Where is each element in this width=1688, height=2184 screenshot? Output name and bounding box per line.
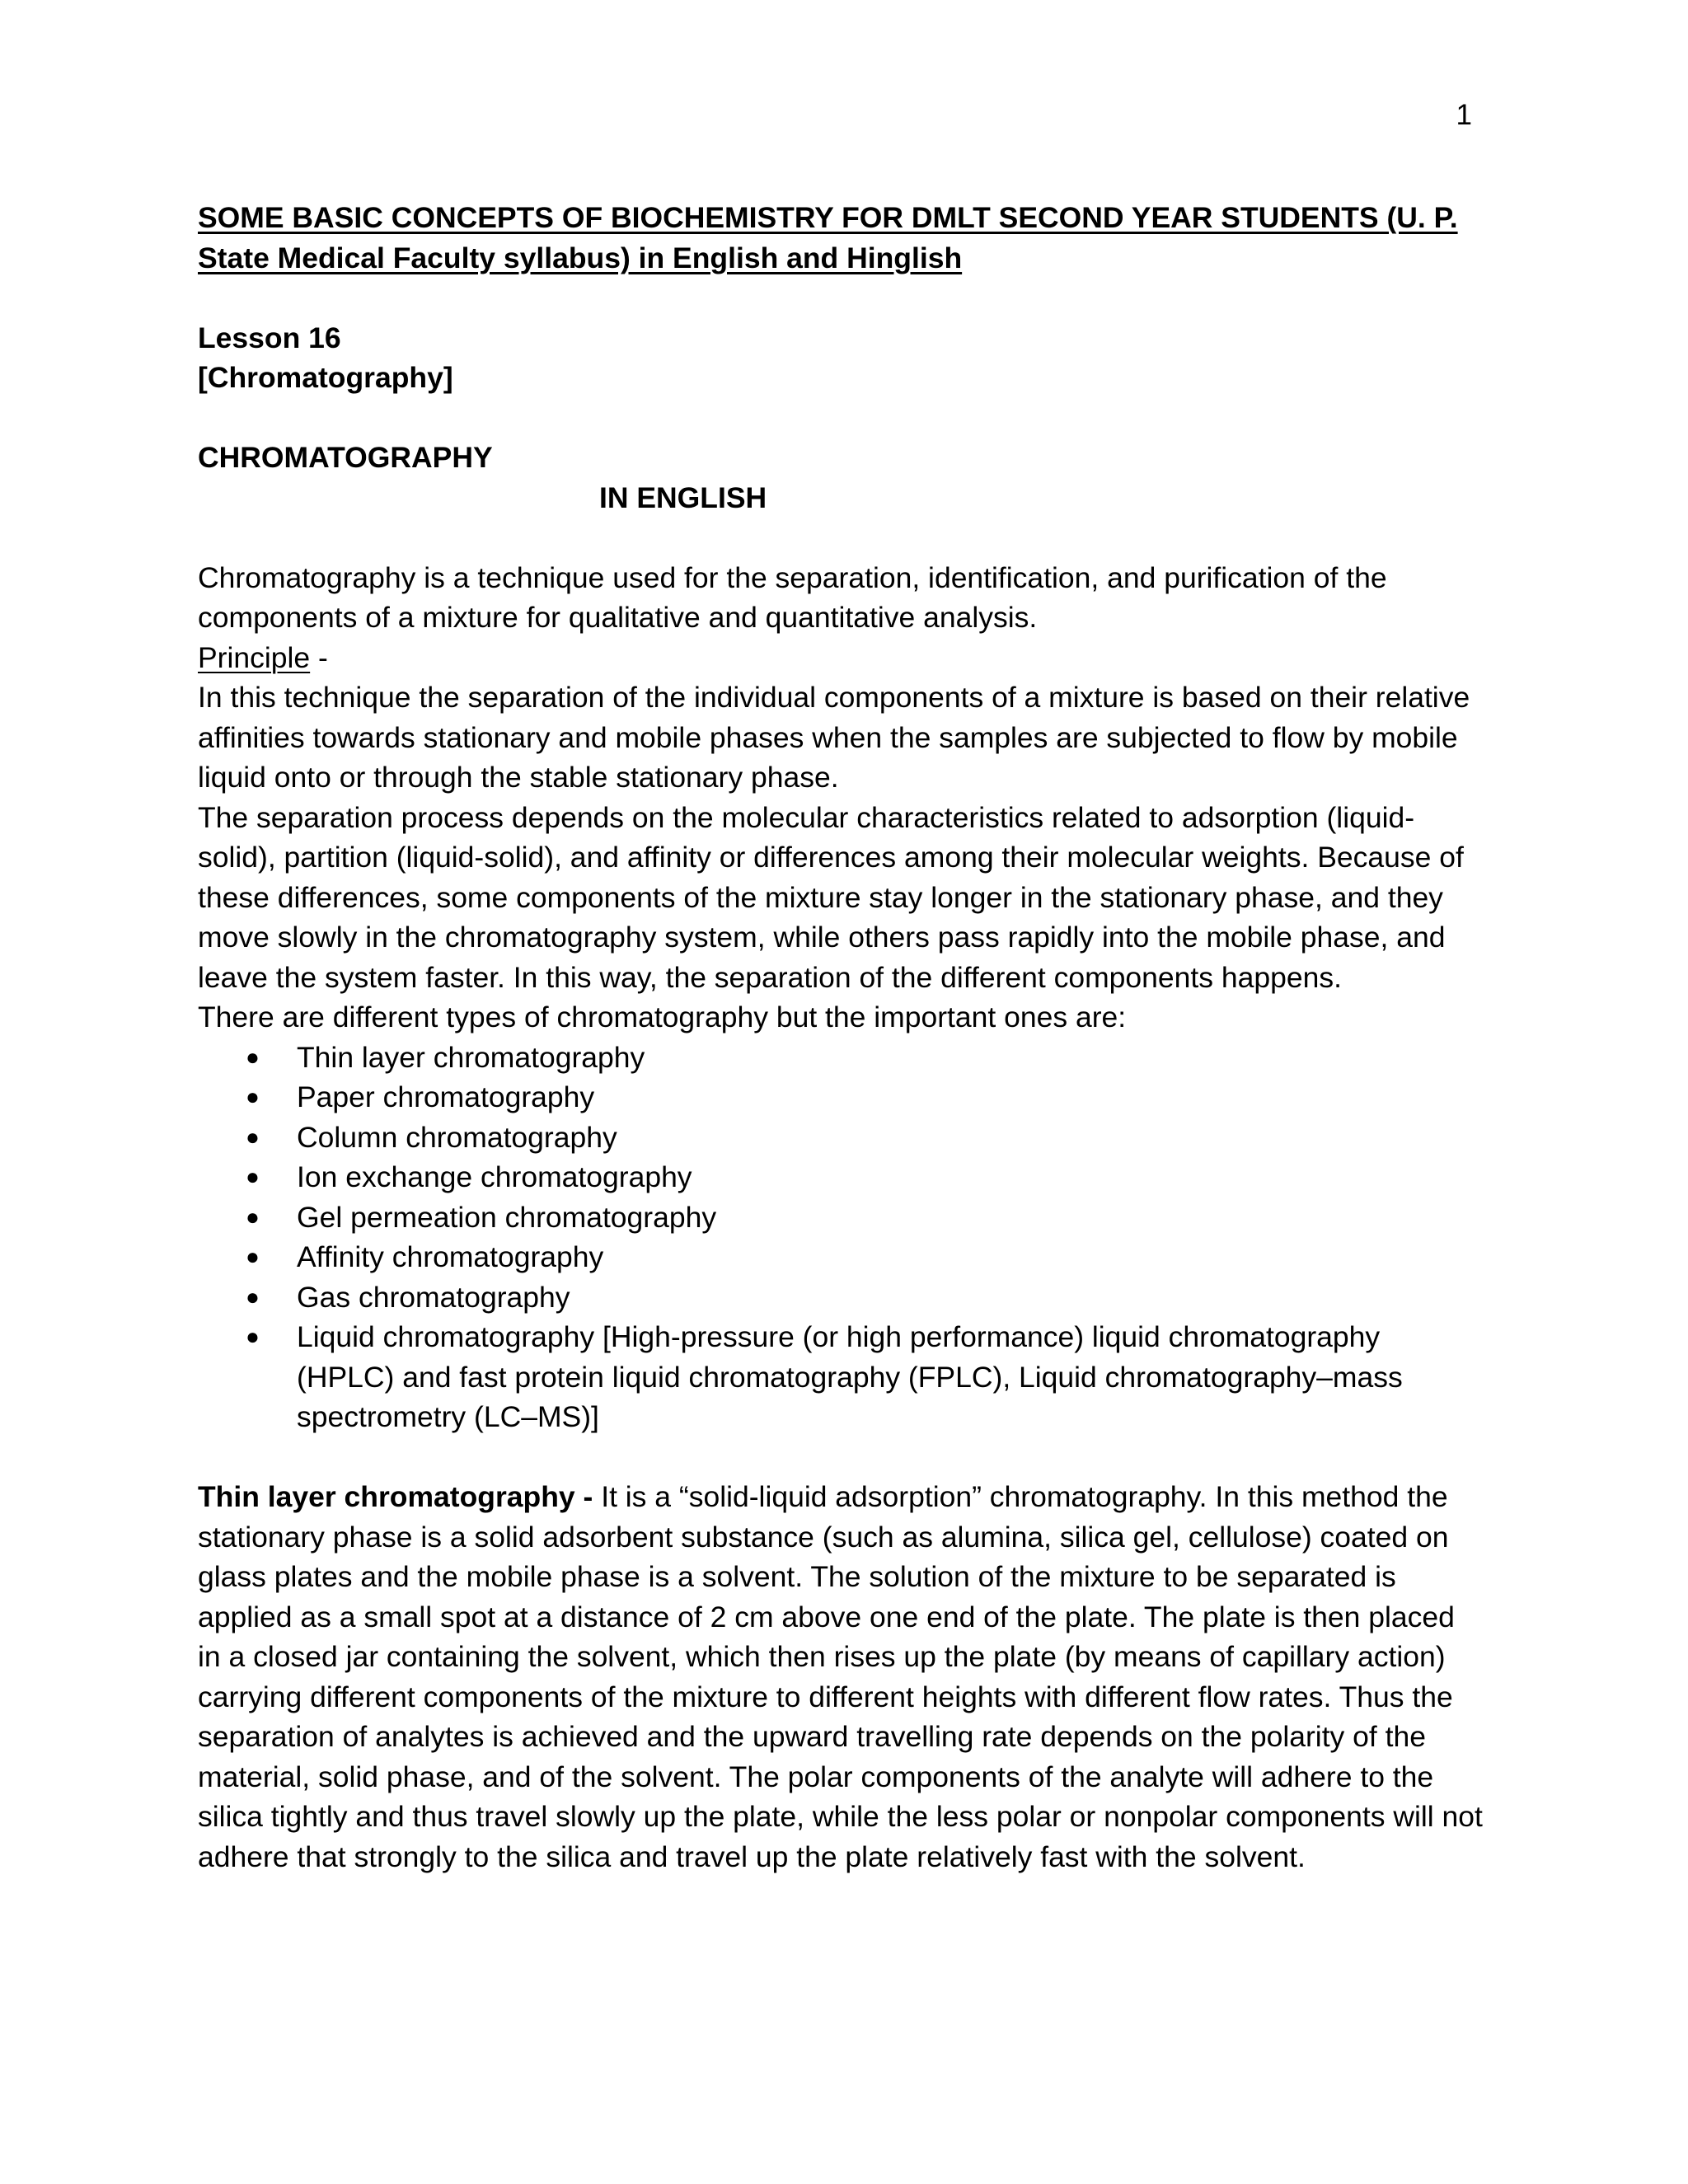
tlc-text: It is a “solid-liquid adsorption” chromatography. In this method the stationary phase is a solid adsorbent substance (such as alumina, silica gel, cellulose) coated on glass plates and the mobile phase is a solvent. The solution of the mixture to be separated is applied as a small spot at a distance of 2 cm above one end of the plate. The plate is then placed in a closed jar containing the solvent, which then rises up the plate (by means of capillary action) carrying different components of the mixture to different heights with different flow rates. Thus the separation of analytes is achieved and the upward travelling rate depends on the polarity of the material, solid phase, and of the solvent. The polar components of the analyte will adhere to the silica tightly and thus travel slowly up the plate, while the less polar or nonpolar components will not adhere that strongly to the silica and travel up the plate relatively fast with the solvent.	[198, 1480, 1483, 1873]
bullet-icon: ●	[246, 1164, 260, 1189]
document-body	[198, 198, 1484, 1877]
list-item-text: Paper chromatography	[297, 1080, 595, 1113]
separation-process-paragraph: The separation process depends on the molecular characteristics related to adsorption (liquid-solid), partition (liquid-solid), and affinity or differences among their molecular weights. Because of these differences, some components of the mixture stay longer in the stationary phase, and they move slowly in the chromatography system, while others pass rapidly into the mobile phase, and leave the system faster. In this way, the separation of the different components happens.	[198, 800, 1464, 994]
list-item	[198, 1237, 1484, 1277]
list-item-text: Column chromatography	[297, 1120, 617, 1154]
principle-heading	[198, 638, 1484, 678]
bullet-icon: ●	[246, 1283, 260, 1310]
tlc-term: Thin layer chromatography -	[198, 1480, 593, 1513]
list-item	[198, 1317, 1484, 1437]
tlc-paragraph	[198, 1477, 1484, 1877]
spacer	[198, 278, 1484, 318]
document-title: SOME BASIC CONCEPTS OF BIOCHEMISTRY FOR DMLT SECOND YEAR STUDENTS (U. P. State Medical Faculty syllabus) in English and Hinglish	[198, 201, 1458, 274]
list-item-text: Gas chromatography	[297, 1280, 570, 1314]
bullet-icon: ●	[246, 1123, 260, 1150]
list-item	[198, 1077, 1484, 1118]
principle-separator: -	[310, 640, 328, 674]
list-item	[198, 1197, 1484, 1238]
bullet-icon: ●	[246, 1043, 260, 1070]
list-item	[198, 1277, 1484, 1318]
list-item-text: Gel permeation chromatography	[297, 1200, 717, 1234]
bullet-icon: ●	[246, 1203, 260, 1230]
spacer	[198, 398, 1484, 438]
intro-paragraph: Chromatography is a technique used for the separation, identification, and purification of the components of a mixture for qualitative and quantitative analysis.	[198, 560, 1387, 634]
list-item-text: Liquid chromatography [High-pressure (or high performance) liquid chromatography (HPLC) and fast protein liquid chromatography (FPLC), Liquid chromatography–mass spectrometry (LC–MS)]	[297, 1320, 1403, 1433]
bullet-icon: ●	[246, 1084, 260, 1109]
list-item	[198, 1157, 1484, 1197]
list-item-text: Affinity chromatography	[297, 1240, 604, 1273]
lesson-topic: [Chromatography]	[198, 361, 453, 394]
spacer	[198, 1437, 1484, 1478]
bullet-icon: ●	[246, 1324, 260, 1349]
chromatography-types-list	[198, 1038, 1484, 1437]
lesson-number: Lesson 16	[198, 321, 341, 354]
bullet-icon: ●	[246, 1244, 260, 1269]
principle-paragraph: In this technique the separation of the individual components of a mixture is based on their relative affinities towards stationary and mobile phases when the samples are subjected to flow by mobile liquid onto or through the stable stationary phase.	[198, 681, 1470, 794]
spacer	[198, 518, 1484, 558]
section-heading: CHROMATOGRAPHY	[198, 441, 493, 474]
language-heading: IN ENGLISH	[599, 480, 767, 514]
types-intro: There are different types of chromatography but the important ones are:	[198, 1001, 1127, 1033]
list-item-text: Thin layer chromatography	[297, 1040, 645, 1074]
list-item	[198, 1118, 1484, 1158]
list-item-text: Ion exchange chromatography	[297, 1160, 692, 1193]
list-item	[198, 1038, 1484, 1078]
page-number: 1	[1456, 99, 1472, 131]
principle-label: Principle	[198, 640, 311, 674]
